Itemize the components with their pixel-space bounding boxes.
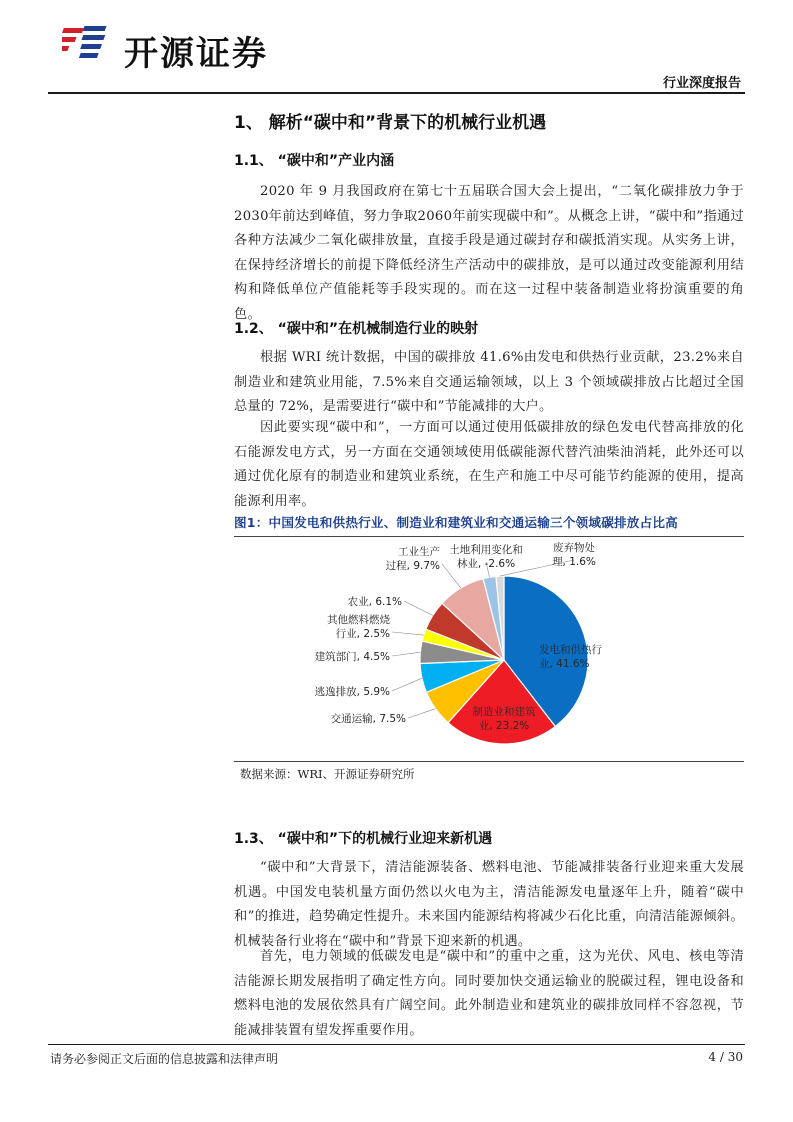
pie-label-3: 逃逸排放, 5.9% <box>314 686 390 698</box>
pie-label-6: 农业, 6.1% <box>347 596 402 608</box>
pie-label-4: 建筑部门, 4.5% <box>314 651 390 663</box>
section-1-2-title: 1.2、 “碳中和”在机械制造行业的映射 <box>234 321 479 337</box>
section-1-3-paragraph-1: “碳中和”大背景下，清洁能源装备、燃料电池、节能减排装备行业迎来重大发展机遇。中国发电装机量方面仍然以火电为主，清洁能源发电量逐年上升，随着“碳中和”的推进，趋势确定性提升。未来国内能源结构将减少石化比重，向清洁能源倾斜。机械装备行业将在“碳中和”背景下迎来新的机遇。 <box>234 860 744 949</box>
section-1-3-paragraph-2: 首先，电力领域的低碳发电是“碳中和”的重中之重，这为光伏、风电、核电等清洁能源长期发展指明了确定性方向。同时要加快交通运输业的脱碳过程，锂电设备和燃料电池的发展依然具有广阔空间。此外制造业和建筑业的碳排放同样不容忽视，节能减排装置有望发挥重要作用。 <box>234 949 744 1038</box>
pie-leader-line-5 <box>392 632 424 635</box>
pie-leader-line-2 <box>408 709 436 718</box>
pie-label-8: 土地利用变化和林业, -2.6% <box>449 544 523 570</box>
section-1-title: 1、 解析“碳中和”背景下的机械行业机遇 <box>234 113 547 133</box>
section-1-2-paragraph-1: 根据 WRI 统计数据，中国的碳排放 41.6%由发电和供热行业贡献，23.2%来自制造业和建筑业用能，7.5%来自交通运输领域，以上 3 个领域碳排放占比超过全国总量的 72%，是需要进行“碳中和”节能减排的大户。 <box>234 350 744 414</box>
section-1-1-title: 1.1、 “碳中和”产业内涵 <box>234 153 395 169</box>
footer-disclaimer: 请务必参阅正文后面的信息披露和法律声明 <box>50 1052 279 1066</box>
pie-leader-line-6 <box>404 601 433 615</box>
pie-label-1: 制造业和建筑业, 23.2% <box>472 706 536 732</box>
footer-divider <box>48 1044 745 1045</box>
page-header <box>0 0 793 92</box>
figure-1-title: 图1：中国发电和供热行业、制造业和建筑业和交通运输三个领域碳排放占比高 <box>234 515 678 530</box>
pie-label-5: 其他燃料燃烧行业, 2.5% <box>327 614 390 640</box>
pie-label-2: 交通运输, 7.5% <box>330 713 406 725</box>
figure-1-source: 数据来源：WRI、开源证券研究所 <box>240 767 415 781</box>
pie-label-7: 工业生产过程, 9.7% <box>385 546 440 572</box>
pie-leader-line-4 <box>392 652 420 656</box>
pie-label-9: 废弃物处理, 1.6% <box>552 542 596 568</box>
brand-name: 开源证券 <box>124 34 268 74</box>
section-1-3-title: 1.3、 “碳中和”下的机械行业迎来新机遇 <box>234 831 493 847</box>
page-number: 4 / 30 <box>708 1050 743 1064</box>
report-type-label: 行业深度报告 <box>662 76 741 91</box>
figure-bottom-divider <box>234 761 744 762</box>
kaiyuan-logo-icon <box>62 22 118 68</box>
pie-label-0: 发电和供热行业, 41.6% <box>539 644 602 670</box>
section-1-2-paragraph-2: 因此要实现“碳中和”，一方面可以通过使用低碳排放的绿色发电代替高排放的化石能源发电方式，另一方面在交通领域使用低碳能源代替汽油柴油消耗，此外还可以通过优化原有的制造业和建筑业系统，在生产和施工中尽可能节约能源的使用，提高能源利用率。 <box>234 420 744 509</box>
figure-1-chart <box>234 537 744 761</box>
pie-chart-svg <box>234 537 744 761</box>
section-1-1-paragraph: 2020 年 9 月我国政府在第七十五届联合国大会上提出，“二氧化碳排放力争于2030年前达到峰值，努力争取2060年前实现碳中和”。从概念上讲，“碳中和”指通过各种方法减少二氧化碳排放量，直接手段是通过碳封存和碳抵消实现。从实务上讲，在保持经济增长的前提下降低经济生产活动中的碳排放，是可以通过改变能源利用结构和降低单位产值能耗等手段实现的。而在这一过程中装备制造业将扮演重要的角色。 <box>234 184 744 322</box>
header-divider <box>48 92 745 94</box>
pie-leader-line-3 <box>392 678 422 691</box>
